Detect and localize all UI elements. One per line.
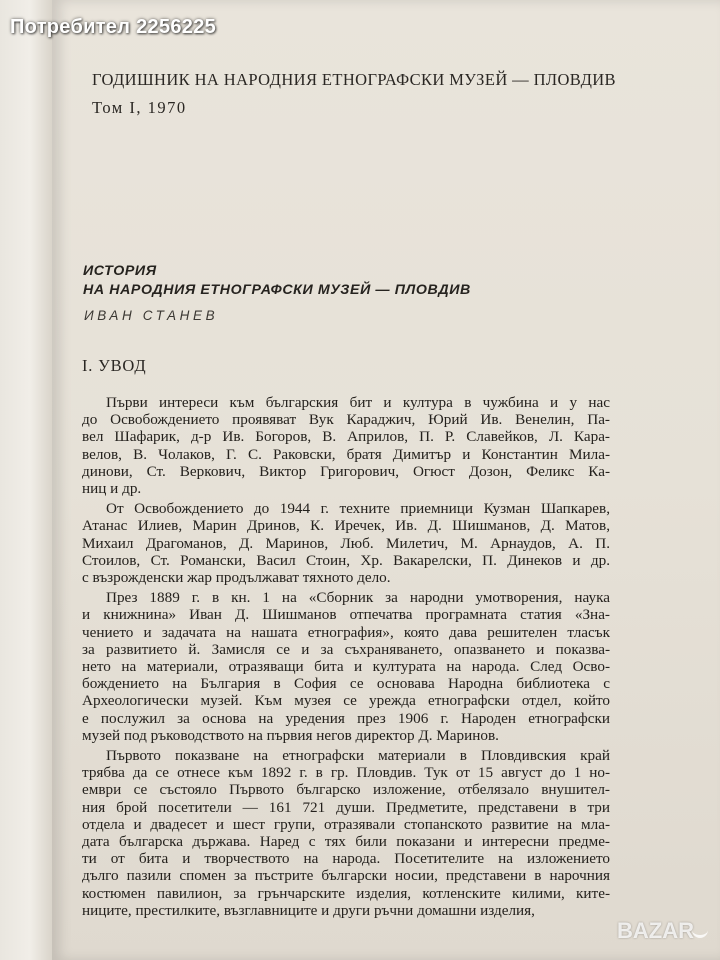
- bazar-logo: [617, 918, 708, 944]
- text-line: Първи интереси към българския бит и култура в чужбина и у нас: [106, 394, 610, 411]
- text-line: Михаил Драгоманов, Д. Маринов, Люб. Милетич, М. Арнаудов, А. П.: [82, 534, 610, 552]
- journal-title: ГОДИШНИК НА НАРОДНИЯ ЕТНОГРАФСКИ МУЗЕЙ — ПЛОВДИВ: [92, 70, 616, 89]
- section-heading: I. УВОД: [82, 356, 147, 375]
- text-line: ти от бита и творчеството на народа. Посетителите на изложението: [82, 850, 610, 868]
- text-line: дата българска държава. Наред с тях били показани и интересни предме-: [82, 833, 610, 851]
- text-line: Атанас Илиев, Марин Дринов, К. Иречек, Ив. Д. Шишманов, Д. Матов,: [82, 517, 610, 535]
- text-line: музей под ръководството на първия негов директор Д. Маринов.: [82, 726, 499, 744]
- bazar-logo-text: BAZAR: [617, 918, 694, 943]
- paragraph: [82, 747, 610, 919]
- previous-page-edge: [0, 0, 52, 960]
- text-line: дълго пазили спомен за пъстрите български носии, представени в нарочния: [82, 867, 610, 885]
- article-title-line-1: ИСТОРИЯ: [83, 263, 157, 279]
- text-line: От Освобождението до 1944 г. техните приемници Кузман Шапкарев,: [106, 500, 610, 518]
- text-line: Първото показване на етнографски материали в Пловдивския край: [106, 747, 610, 765]
- text-line: Археологически музей. Към музея се урежда етнографски отдел, който: [82, 692, 610, 710]
- body-text: [82, 394, 610, 922]
- user-watermark: Потребител 2256225: [10, 16, 217, 38]
- text-line: трябва да се отнесе към 1892 г. в гр. Пловдив. Тук от 15 август до 1 но-: [82, 764, 610, 782]
- text-line: до Освобождението проявяват Вук Караджич, Юрий Ив. Венелин, Па-: [82, 411, 610, 429]
- text-line: чението и задачата на нашата етнография», която дава решителен тласък: [82, 623, 610, 641]
- paragraph: [82, 394, 610, 497]
- paragraph: [82, 589, 610, 744]
- smile-icon: [692, 927, 708, 938]
- paragraph: [82, 500, 610, 586]
- text-line: ниците, престилките, възглавниците и други ръчни домашни изделия,: [82, 901, 535, 919]
- text-line: вел Шафарик, д-р Ив. Богоров, В. Априлов, П. Р. Славейков, Л. Кара-: [82, 428, 610, 446]
- text-line: Стоилов, Ст. Романски, Васил Стоин, Хр. Вакарелски, П. Динеков и др.: [82, 551, 610, 569]
- text-line: През 1889 г. в кн. 1 на «Сборник за народни умотворения, наука: [106, 589, 610, 607]
- text-line: велов, В. Чолаков, Г. С. Раковски, братя Димитър и Константин Мила-: [82, 445, 610, 463]
- text-line: костюмен павилион, за грънчарските изделия, котленските килими, ките-: [82, 884, 610, 902]
- journal-volume: Том I, 1970: [92, 98, 187, 117]
- text-line: ниц и др.: [82, 480, 142, 498]
- journal-header: [92, 70, 616, 118]
- text-line: динови, Ст. Веркович, Виктор Григорович, Огюст Дозон, Феликс Ка-: [82, 462, 610, 480]
- text-line: и книжнина» Иван Д. Шишманов отпечатва програмната статия «Зна-: [82, 606, 610, 624]
- text-line: нето на материали, отразяващи бита и културата на народа. След Осво-: [82, 658, 610, 676]
- text-line: ември се състояло Първото българско изложение, отбелязало внушител-: [82, 781, 610, 799]
- article-title: [83, 262, 471, 300]
- text-line: за развитието й. Замисля се и за съхраняването, опазването и показва-: [82, 640, 610, 658]
- text-line: с възрожденски жар продължават тяхното дело.: [82, 569, 391, 587]
- text-line: бождението на България в София се основава Народна библиотека с: [82, 675, 610, 693]
- text-line: е послужил за основа на уредения през 1906 г. Народен етнографски: [82, 709, 610, 727]
- article-author: ИВАН СТАНЕВ: [84, 308, 219, 323]
- text-line: отдела и двадесет и шест групи, отразявали стопанското развитие на мла-: [82, 815, 610, 833]
- article-title-line-2: НА НАРОДНИЯ ЕТНОГРАФСКИ МУЗЕЙ — ПЛОВДИВ: [83, 282, 471, 298]
- text-line: ния брой посетители — 161 721 души. Предметите, представени в три: [82, 798, 610, 816]
